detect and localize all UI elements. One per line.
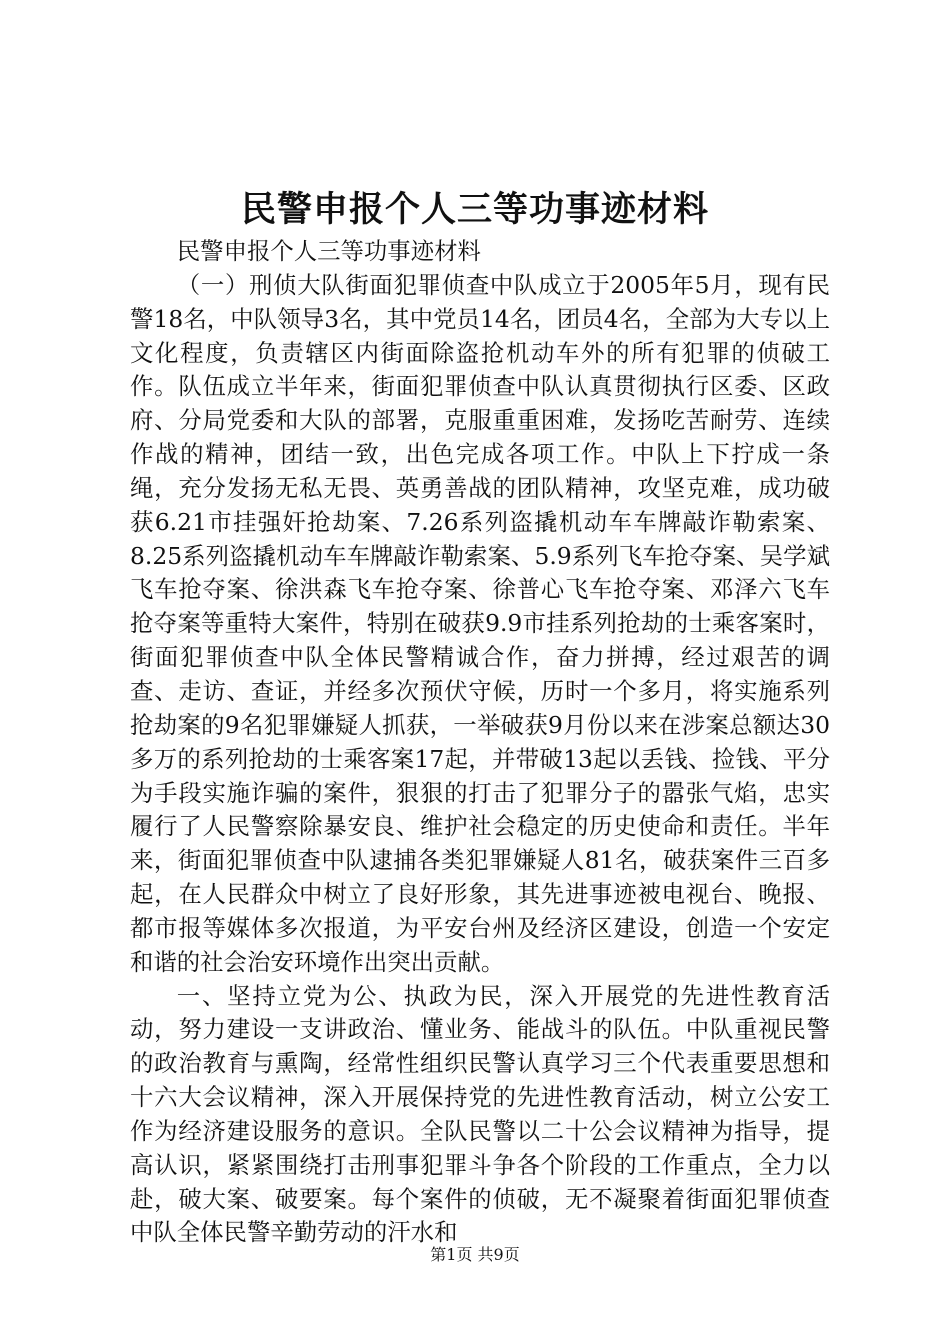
document-body [130,235,830,1250]
body-paragraph-2: 一、坚持立党为公、执政为民，深入开展党的先进性教育活动，努力建设一支讲政治、懂业务、能战斗的队伍。中队重视民警的政治教育与熏陶，经常性组织民警认真学习三个代表重要思想和十六大会议精神，深入开展保持党的先进性教育活动，树立公安工作为经济建设服务的意识。全队民警以二十公会议精神为指导，提高认识，紧紧围绕打击刑事犯罪斗争各个阶段的工作重点，全力以赴，破大案、破要案。每个案件的侦破，无不凝聚着街面犯罪侦查中队全体民警辛勤劳动的汗水和 [130,981,830,1247]
subtitle-paragraph: 民警申报个人三等功事迹材料 [176,237,481,265]
document-title: 民警申报个人三等功事迹材料 [240,189,709,230]
body-paragraph-1: （一）刑侦大队街面犯罪侦查中队成立于2005年5月，现有民警18名，中队领导3名，其中党员14名，团员4名，全部为大专以上文化程度，负责辖区内街面除盗抢机动车外的所有犯罪的侦破工作。队伍成立半年来，街面犯罪侦查中队认真贯彻执行区委、区政府、分局党委和大队的部署，克服重重困难，发扬吃苦耐劳、连续作战的精神，团结一致，出色完成各项工作。中队上下拧成一条绳，充分发扬无私无畏、英勇善战的团队精神，攻坚克难，成功破获6.21市挂强奸抢劫案、7.26系列盗撬机动车车牌敲诈勒索案、8.25系列盗撬机动车车牌敲诈勒索案、5.9系列飞车抢夺案、吴学斌飞车抢夺案、徐洪森飞车抢夺案、徐普心飞车抢夺案、邓泽六飞车抢夺案等重特大案件，特别在破获9.9市挂系列抢劫的士乘客案时，街面犯罪侦查中队全体民警精诚合作，奋力拼搏，经过艰苦的调查、走访、查证，并经多次预伏守候，历时一个多月，将实施系列抢劫案的9名犯罪嫌疑人抓获，一举破获9月份以来在涉案总额达30多万的系列抢劫的士乘客案17起，并带破13起以丢钱、捡钱、平分为手段实施诈骗的案件，狠狠的打击了犯罪分子的嚣张气焰，忠实履行了人民警察除暴安良、维护社会稳定的历史使命和责任。半年来，街面犯罪侦查中队逮捕各类犯罪嫌疑人81名，破获案件三百多起，在人民群众中树立了良好形象，其先进事迹被电视台、晚报、都市报等媒体多次报道，为平安台州及经济区建设，创造一个安定和谐的社会治安环境作出突出贡献。 [130,270,830,976]
page-footer: 第1页 共9页 [430,1245,520,1264]
